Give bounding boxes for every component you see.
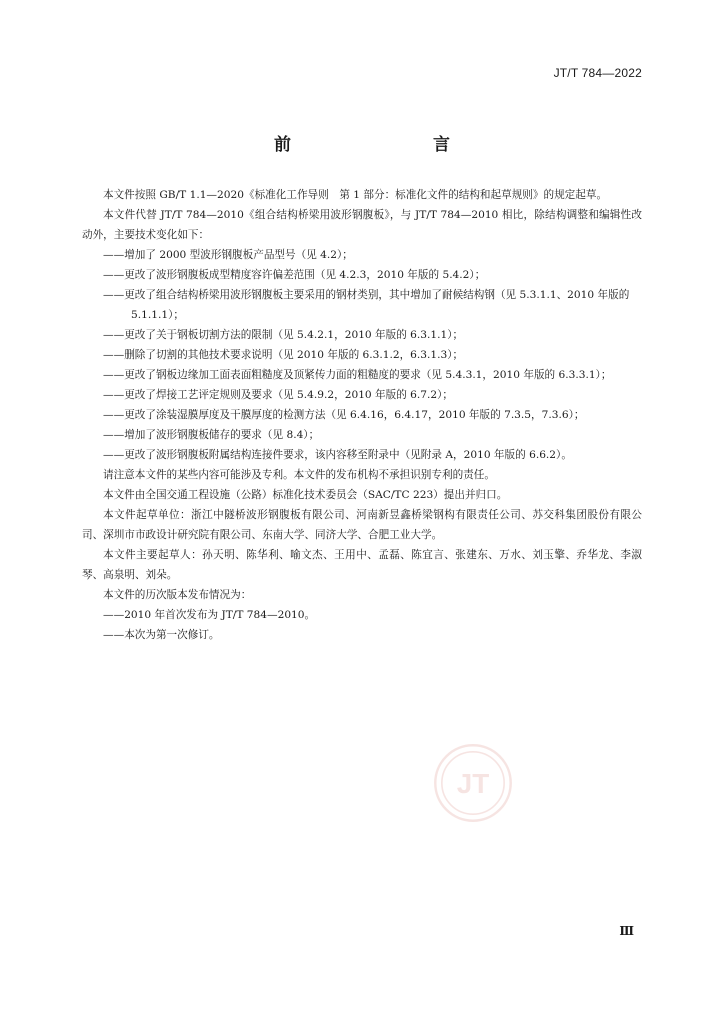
history-item: ——2010 年首次发布为 JT/T 784—2010。	[103, 609, 316, 621]
jt-logo-watermark	[432, 742, 514, 824]
standard-code: JT/T 784—2022	[553, 66, 642, 80]
drafters-paragraph: 本文件主要起草人：孙天明、陈华利、喻文杰、王用中、孟磊、陈宜言、张建东、万水、刘玉擎、乔华龙、李淑琴、高泉明、刘朵。	[82, 549, 642, 581]
change-item: ——更改了关于钢板切割方法的限制（见 5.4.2.1，2010 年版的 6.3.1.1）；	[103, 329, 464, 341]
watermark-text: JT	[456, 767, 490, 799]
committee-paragraph: 本文件由全国交通工程设施（公路）标准化技术委员会（SAC/TC 223）提出并归口。	[103, 489, 508, 501]
change-item: ——更改了焊接工艺评定规则及要求（见 5.4.9.2，2010 年版的 6.7.2）；	[103, 389, 454, 401]
intro-paragraph: 本文件按照 GB/T 1.1—2020《标准化工作导则 第 1 部分：标准化文件的结构和起草规则》的规定起草。	[103, 189, 608, 201]
history-intro: 本文件的历次版本发布情况为：	[103, 589, 252, 601]
patent-notice: 请注意本文件的某些内容可能涉及专利。本文件的发布机构不承担识别专利的责任。	[103, 469, 495, 481]
drafting-units-paragraph: 本文件起草单位：浙江中隧桥波形钢腹板有限公司、河南新昱鑫桥梁钢构有限责任公司、苏交科集团股份有限公司、深圳市市政设计研究院有限公司、东南大学、同济大学、合肥工业大学。	[82, 509, 642, 541]
change-item: ——更改了钢板边缘加工面表面粗糙度及顶紧传力面的粗糙度的要求（见 5.4.3.1，2010 年版的 6.3.3.1）；	[103, 369, 612, 381]
change-item: ——更改了涂装湿膜厚度及干膜厚度的检测方法（见 6.4.16，6.4.17，2010 年版的 7.3.5，7.3.6）；	[103, 409, 585, 421]
change-item: ——更改了组合结构桥梁用波形钢腹板主要采用的钢材类别，其中增加了耐候结构钢（见 5.3.1.1、2010 年版的 5.1.1.1）；	[103, 289, 630, 321]
intro-paragraph: 本文件代替 JT/T 784—2010《组合结构桥梁用波形钢腹板》，与 JT/T 784—2010 相比，除结构调整和编辑性改动外，主要技术变化如下：	[82, 209, 642, 241]
change-item: ——增加了波形钢腹板储存的要求（见 8.4）；	[103, 429, 320, 441]
page-title: 前 言	[274, 135, 486, 155]
history-item: ——本次为第一次修订。	[103, 629, 220, 641]
change-item: ——更改了波形钢腹板附属结构连接件要求，该内容移至附录中（见附录 A，2010 年版的 6.6.2）。	[103, 449, 572, 461]
change-item: ——删除了切割的其他技术要求说明（见 2010 年版的 6.3.1.2，6.3.1.3）；	[103, 349, 464, 361]
change-item: ——增加了 2000 型波形钢腹板产品型号（见 4.2）；	[103, 249, 353, 261]
change-item: ——更改了波形钢腹板成型精度容许偏差范围（见 4.2.3，2010 年版的 5.4.2）；	[103, 269, 486, 281]
document-body	[82, 185, 642, 645]
page-number: Ⅲ	[619, 924, 634, 938]
